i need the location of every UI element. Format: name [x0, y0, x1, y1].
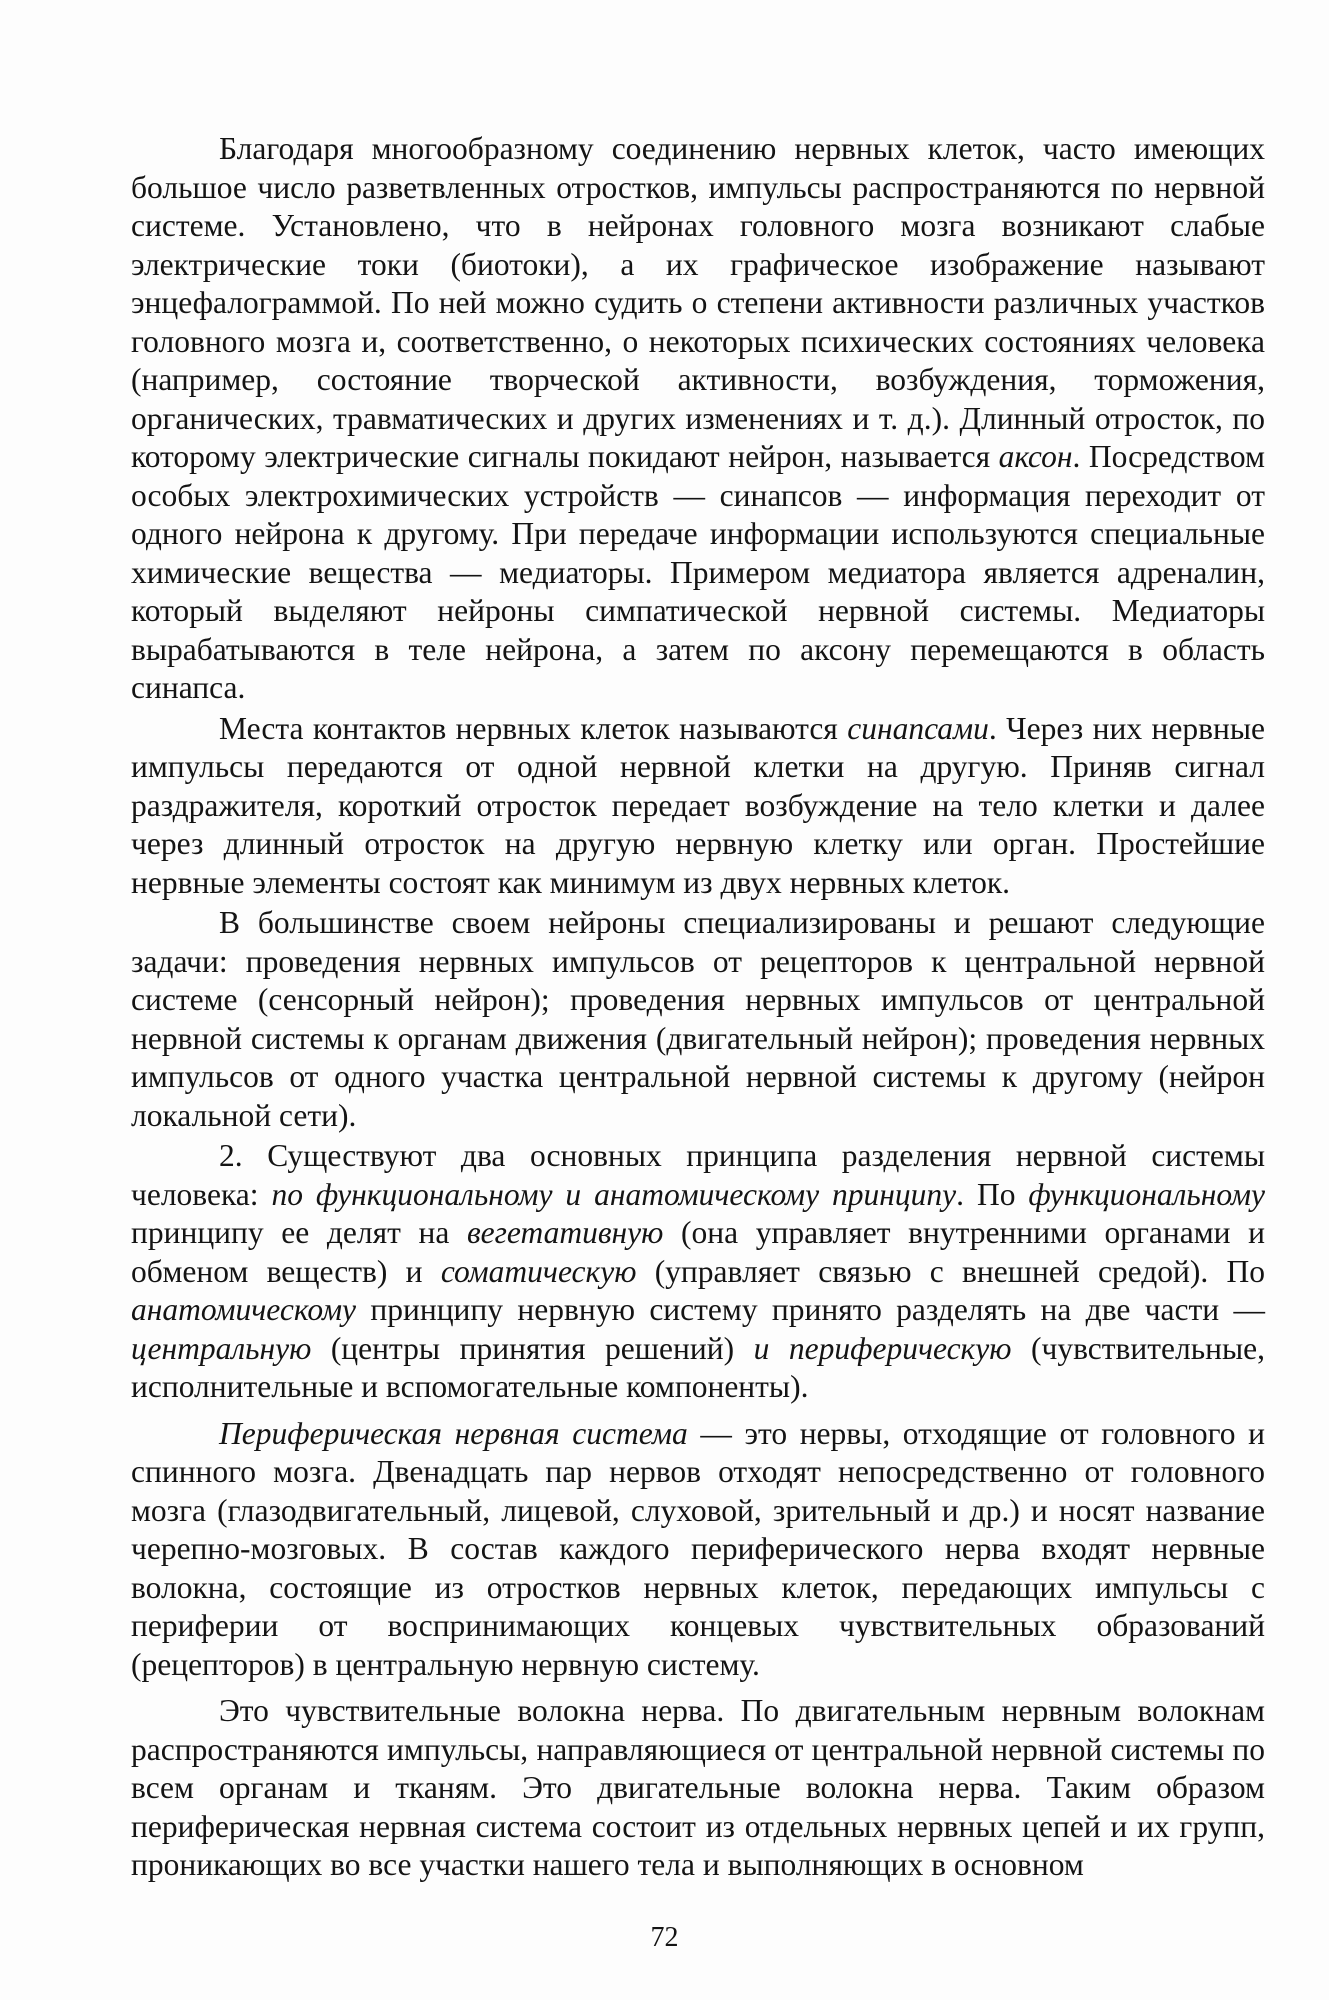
text-run: (она управляет внутренними органами и обменом веществ) и — [131, 1215, 1265, 1289]
text-run: принципу ее делят на — [131, 1215, 467, 1250]
paragraph-neuron-tasks — [131, 904, 1265, 1135]
paragraph-biotoki — [131, 130, 1265, 708]
text-run: 2. Существуют два основных принципа разделения нервной системы человека: — [131, 1138, 1265, 1212]
text-run: Это чувствительные волокна нерва. По двигательным нервным волокнам распространяются импульсы, направляющиеся от центральной нервной системы по всем органам и тканям. Это двигательные волокна нерва. Таким образом периферическая нервная система состоит из отдельных нервных цепей и их групп, проникающих во все участки нашего тела и выполняющих в основном — [131, 1693, 1265, 1882]
italic-term: функциональному — [1028, 1176, 1266, 1212]
text-run: . Посредством особых электрохимических устройств — синапсов — информация переходит от одного нейрона к другому. При передаче информации используются специальные химические вещества — медиаторы. Примером медиатора является адреналин, который выделяют нейроны симпатической нервной системы. Медиаторы вырабатываются в теле нейрона, а затем по аксону перемещаются в область синапса. — [131, 439, 1265, 705]
paragraph-synapses — [131, 710, 1265, 903]
text-run: . Через них нервные импульсы передаются от одной нервной клетки на другую. Приняв сигнал раздражителя, короткий отросток передает возбуждение на тело клетки и далее через длинный отросток на другую нервную клетку или орган. Простейшие нервные элементы состоят как минимум из двух нервных клеток. — [131, 710, 1265, 900]
body-text — [131, 130, 1265, 1885]
paragraph-peripheral-system — [131, 1415, 1265, 1685]
page-number: 72 — [650, 1922, 679, 1953]
text-run: Благодаря многообразному соединению нервных клеток, часто имеющих большое число разветвленных отростков, импульсы распространяются по нервной системе. Установлено, что в нейронах головного мозга возникают слабые электрические токи (биотоки), а их графическое изображение называют энцефалограммой. По ней можно судить о степени активности различных участков головного мозга и, соответственно, о некоторых психических состояниях человека (например, состояние творческой активности, возбуждения, торможения, органических, травматических и других изменениях и т. д.). Длинный отросток, по которому электрические сигналы покидают нейрон, называется — [131, 131, 1265, 474]
text-run: . По — [956, 1176, 1029, 1212]
italic-term: Периферическая нервная система — [219, 1415, 688, 1451]
italic-term: аксон — [998, 439, 1073, 474]
text-run: (чувствительные, исполнительные и вспомогательные компоненты). — [131, 1330, 1265, 1404]
paragraph-classification — [131, 1137, 1265, 1407]
italic-term: по функциональному и анатомическому принципу — [271, 1176, 957, 1212]
italic-term: соматическую — [440, 1253, 637, 1289]
text-run: (центры принятия решений) — [311, 1330, 754, 1366]
italic-term: и периферическую — [753, 1330, 1012, 1366]
text-run: принципу нервную систему принято разделять на две части — — [356, 1292, 1265, 1327]
italic-term: синапсами — [847, 710, 989, 746]
italic-term: вегетативную — [466, 1215, 664, 1250]
text-run: В большинстве своем нейроны специализированы и решают следующие задачи: проведения нервных импульсов от рецепторов к центральной нервной системе (сенсорный нейрон); проведения нервных импульсов от центральной нервной системы к органам движения (двигательный нейрон); проведения нервных импульсов от одного участка центральной нервной системы к другому (нейрон локальной сети). — [131, 905, 1265, 1133]
text-run: (управляет связью с внешней средой). По — [636, 1253, 1266, 1289]
italic-term: анатомическому — [131, 1292, 357, 1327]
paragraph-fibers — [131, 1692, 1265, 1885]
text-run: — это нервы, отходящие от головного и спинного мозга. Двенадцать пар нервов отходят непосредственно от головного мозга (глазодвигательный, лицевой, слуховой, зрительный и др.) и носят название черепно-мозговых. В состав каждого периферического нерва входят нервные волокна, состоящие из отростков нервных клеток, передающих импульсы с периферии от воспринимающих концевых чувствительных образований (рецепторов) в центральную нервную систему. — [131, 1415, 1265, 1682]
text-run: Места контактов нервных клеток называются — [219, 710, 848, 746]
italic-term: центральную — [131, 1330, 312, 1366]
